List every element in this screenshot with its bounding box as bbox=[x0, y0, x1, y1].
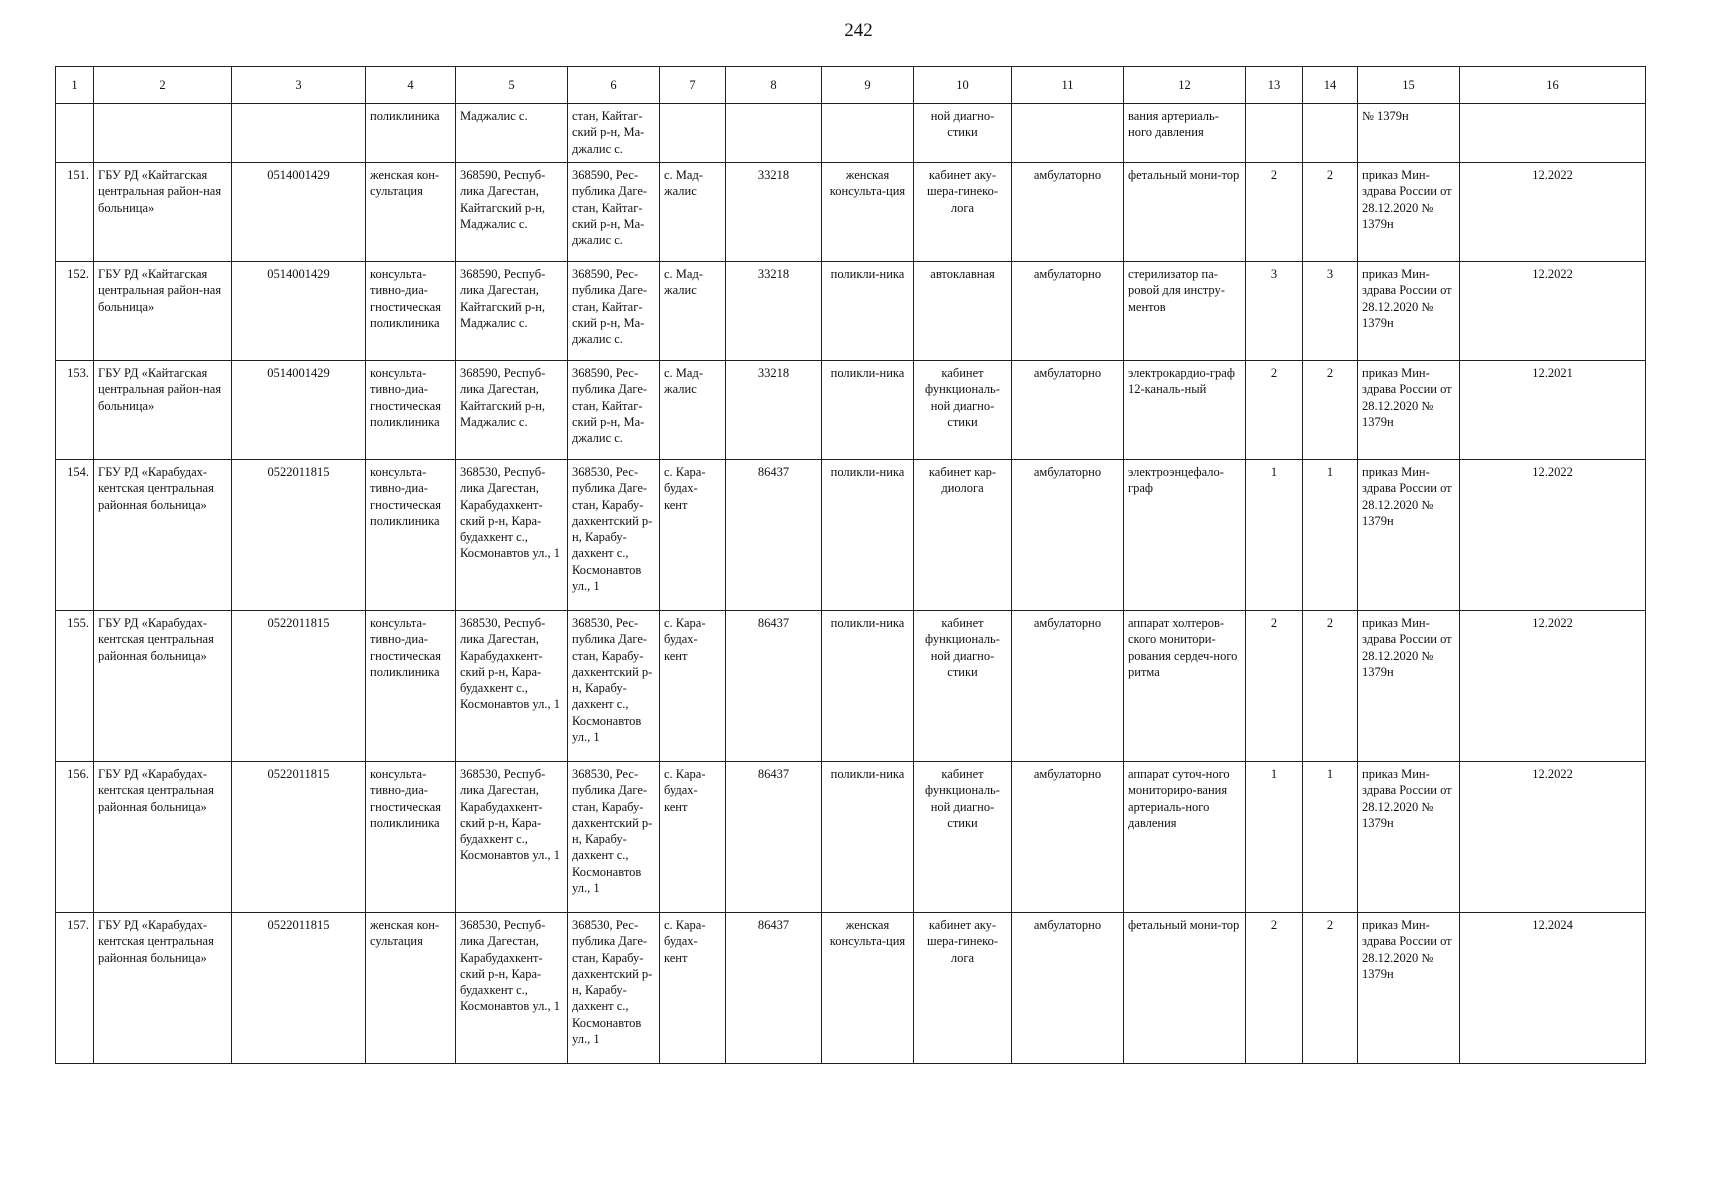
header-row bbox=[56, 67, 1646, 104]
locality-cell bbox=[660, 104, 726, 163]
basis-cell: приказ Мин-здрава России от 28.12.2020 № 1379н bbox=[1358, 913, 1460, 1064]
inn-cell: 0522011815 bbox=[232, 460, 366, 611]
legal-address-cell: Маджалис с. bbox=[456, 104, 568, 163]
equipment-table bbox=[55, 66, 1646, 1064]
quantity-cell: 1 bbox=[1246, 460, 1303, 611]
facility-type-cell: женская кон-сультация bbox=[366, 913, 456, 1064]
inn-cell: 0522011815 bbox=[232, 611, 366, 762]
division-cell: поликли-ника bbox=[822, 460, 914, 611]
legal-address-cell: 368530, Респуб-лика Дагестан, Карабудахкент-ский р-н, Кара-будахкент с., Космонавтов ул., 1 bbox=[456, 913, 568, 1064]
equipment-cell: электроэнцефало-граф bbox=[1124, 460, 1246, 611]
row-number: 157. bbox=[56, 913, 94, 1064]
equipment-cell: вания артериаль-ного давления bbox=[1124, 104, 1246, 163]
col-header: 6 bbox=[568, 67, 660, 104]
oktmo-cell: 86437 bbox=[726, 762, 822, 913]
inn-cell: 0522011815 bbox=[232, 913, 366, 1064]
quantity-cell: 2 bbox=[1303, 361, 1358, 460]
care-form-cell: амбулаторно bbox=[1012, 611, 1124, 762]
col-header: 3 bbox=[232, 67, 366, 104]
table-row bbox=[56, 460, 1646, 611]
facility-type-cell: поликлиника bbox=[366, 104, 456, 163]
locality-cell: с. Кара-будах-кент bbox=[660, 460, 726, 611]
basis-cell: приказ Мин-здрава России от 28.12.2020 № 1379н bbox=[1358, 163, 1460, 262]
cabinet-cell: кабинет функциональ-ной диагно-стики bbox=[914, 361, 1012, 460]
actual-address-cell: 368530, Рес-публика Даге-стан, Карабу-дахкентский р-н, Карабу-дахкент с., Космонавтов ул., 1 bbox=[568, 762, 660, 913]
basis-cell: приказ Мин-здрава России от 28.12.2020 № 1379н bbox=[1358, 262, 1460, 361]
locality-cell: с. Мад-жалис bbox=[660, 163, 726, 262]
row-number: 156. bbox=[56, 762, 94, 913]
equipment-cell: аппарат холтеров-ского монитори-рования сердеч-ного ритма bbox=[1124, 611, 1246, 762]
quantity-cell: 2 bbox=[1303, 913, 1358, 1064]
date-cell: 12.2022 bbox=[1460, 262, 1646, 361]
oktmo-cell: 86437 bbox=[726, 913, 822, 1064]
division-cell: поликли-ника bbox=[822, 762, 914, 913]
date-cell: 12.2022 bbox=[1460, 163, 1646, 262]
col-header: 13 bbox=[1246, 67, 1303, 104]
actual-address-cell: 368530, Рес-публика Даге-стан, Карабу-дахкентский р-н, Карабу-дахкент с., Космонавтов ул., 1 bbox=[568, 611, 660, 762]
table-row bbox=[56, 611, 1646, 762]
facility-type-cell: консульта-тивно-диа-гностическая поликлиника bbox=[366, 460, 456, 611]
inn-cell: 0514001429 bbox=[232, 361, 366, 460]
oktmo-cell bbox=[726, 104, 822, 163]
page-number: 242 bbox=[844, 20, 873, 41]
table-row bbox=[56, 163, 1646, 262]
equipment-cell: электрокардио-граф 12-каналь-ный bbox=[1124, 361, 1246, 460]
inn-cell: 0522011815 bbox=[232, 762, 366, 913]
quantity-cell: 1 bbox=[1303, 762, 1358, 913]
date-cell: 12.2022 bbox=[1460, 611, 1646, 762]
division-cell: женская консульта-ция bbox=[822, 913, 914, 1064]
organization-cell: ГБУ РД «Карабудах-кентская центральная районная больница» bbox=[94, 762, 232, 913]
table-row bbox=[56, 762, 1646, 913]
actual-address-cell: 368590, Рес-публика Даге-стан, Кайтаг-ский р-н, Ма-джалис с. bbox=[568, 361, 660, 460]
actual-address-cell: стан, Кайтаг-ский р-н, Ма-джалис с. bbox=[568, 104, 660, 163]
division-cell: поликли-ника bbox=[822, 262, 914, 361]
actual-address-cell: 368530, Рес-публика Даге-стан, Карабу-дахкентский р-н, Карабу-дахкент с., Космонавтов ул., 1 bbox=[568, 913, 660, 1064]
organization-cell: ГБУ РД «Кайтагская центральная район-ная больница» bbox=[94, 361, 232, 460]
equipment-cell: фетальный мони-тор bbox=[1124, 913, 1246, 1064]
basis-cell: приказ Мин-здрава России от 28.12.2020 № 1379н bbox=[1358, 361, 1460, 460]
organization-cell: ГБУ РД «Кайтагская центральная район-ная больница» bbox=[94, 163, 232, 262]
col-header: 9 bbox=[822, 67, 914, 104]
col-header: 16 bbox=[1460, 67, 1646, 104]
locality-cell: с. Кара-будах-кент bbox=[660, 913, 726, 1064]
locality-cell: с. Кара-будах-кент bbox=[660, 611, 726, 762]
table-row bbox=[56, 361, 1646, 460]
col-header: 4 bbox=[366, 67, 456, 104]
actual-address-cell: 368590, Рес-публика Даге-стан, Кайтаг-ский р-н, Ма-джалис с. bbox=[568, 163, 660, 262]
quantity-cell: 1 bbox=[1303, 460, 1358, 611]
care-form-cell: амбулаторно bbox=[1012, 460, 1124, 611]
table-row bbox=[56, 262, 1646, 361]
division-cell: поликли-ника bbox=[822, 361, 914, 460]
col-header: 11 bbox=[1012, 67, 1124, 104]
col-header: 12 bbox=[1124, 67, 1246, 104]
oktmo-cell: 86437 bbox=[726, 460, 822, 611]
cabinet-cell: автоклавная bbox=[914, 262, 1012, 361]
locality-cell: с. Мад-жалис bbox=[660, 361, 726, 460]
col-header: 7 bbox=[660, 67, 726, 104]
organization-cell bbox=[94, 104, 232, 163]
facility-type-cell: консульта-тивно-диа-гностическая поликлиника bbox=[366, 361, 456, 460]
quantity-cell: 3 bbox=[1303, 262, 1358, 361]
quantity-cell: 2 bbox=[1246, 361, 1303, 460]
oktmo-cell: 33218 bbox=[726, 262, 822, 361]
organization-cell: ГБУ РД «Кайтагская центральная район-ная больница» bbox=[94, 262, 232, 361]
cabinet-cell: кабинет функциональ-ной диагно-стики bbox=[914, 611, 1012, 762]
col-header: 10 bbox=[914, 67, 1012, 104]
care-form-cell bbox=[1012, 104, 1124, 163]
locality-cell: с. Кара-будах-кент bbox=[660, 762, 726, 913]
organization-cell: ГБУ РД «Карабудах-кентская центральная районная больница» bbox=[94, 460, 232, 611]
cabinet-cell: кабинет кар-диолога bbox=[914, 460, 1012, 611]
date-cell: 12.2024 bbox=[1460, 913, 1646, 1064]
col-header: 14 bbox=[1303, 67, 1358, 104]
legal-address-cell: 368590, Респуб-лика Дагестан, Кайтагский р-н, Маджалис с. bbox=[456, 163, 568, 262]
basis-cell: приказ Мин-здрава России от 28.12.2020 № 1379н bbox=[1358, 460, 1460, 611]
oktmo-cell: 33218 bbox=[726, 163, 822, 262]
col-header: 8 bbox=[726, 67, 822, 104]
quantity-cell: 1 bbox=[1246, 762, 1303, 913]
care-form-cell: амбулаторно bbox=[1012, 762, 1124, 913]
quantity-cell: 2 bbox=[1303, 163, 1358, 262]
legal-address-cell: 368530, Респуб-лика Дагестан, Карабудахкент-ский р-н, Кара-будахкент с., Космонавтов ул., 1 bbox=[456, 460, 568, 611]
date-cell: 12.2022 bbox=[1460, 460, 1646, 611]
locality-cell: с. Мад-жалис bbox=[660, 262, 726, 361]
cabinet-cell: кабинет аку-шера-гинеко-лога bbox=[914, 163, 1012, 262]
row-number: 152. bbox=[56, 262, 94, 361]
col-header: 1 bbox=[56, 67, 94, 104]
basis-cell: № 1379н bbox=[1358, 104, 1460, 163]
basis-cell: приказ Мин-здрава России от 28.12.2020 № 1379н bbox=[1358, 611, 1460, 762]
legal-address-cell: 368530, Респуб-лика Дагестан, Карабудахкент-ский р-н, Кара-будахкент с., Космонавтов ул., 1 bbox=[456, 762, 568, 913]
inn-cell: 0514001429 bbox=[232, 163, 366, 262]
cabinet-cell: кабинет функциональ-ной диагно-стики bbox=[914, 762, 1012, 913]
facility-type-cell: консульта-тивно-диа-гностическая поликлиника bbox=[366, 262, 456, 361]
row-number: 151. bbox=[56, 163, 94, 262]
row-number: 155. bbox=[56, 611, 94, 762]
organization-cell: ГБУ РД «Карабудах-кентская центральная районная больница» bbox=[94, 611, 232, 762]
legal-address-cell: 368590, Респуб-лика Дагестан, Кайтагский р-н, Маджалис с. bbox=[456, 262, 568, 361]
quantity-cell: 3 bbox=[1246, 262, 1303, 361]
date-cell bbox=[1460, 104, 1646, 163]
cabinet-cell: ной диагно-стики bbox=[914, 104, 1012, 163]
table-row bbox=[56, 913, 1646, 1064]
equipment-cell: фетальный мони-тор bbox=[1124, 163, 1246, 262]
legal-address-cell: 368530, Респуб-лика Дагестан, Карабудахкент-ский р-н, Кара-будахкент с., Космонавтов ул., 1 bbox=[456, 611, 568, 762]
equipment-cell: стерилизатор па-ровой для инстру-ментов bbox=[1124, 262, 1246, 361]
date-cell: 12.2022 bbox=[1460, 762, 1646, 913]
quantity-cell: 2 bbox=[1303, 611, 1358, 762]
facility-type-cell: консульта-тивно-диа-гностическая поликлиника bbox=[366, 762, 456, 913]
care-form-cell: амбулаторно bbox=[1012, 913, 1124, 1064]
division-cell: женская консульта-ция bbox=[822, 163, 914, 262]
facility-type-cell: консульта-тивно-диа-гностическая поликлиника bbox=[366, 611, 456, 762]
col-header: 15 bbox=[1358, 67, 1460, 104]
care-form-cell: амбулаторно bbox=[1012, 163, 1124, 262]
legal-address-cell: 368590, Респуб-лика Дагестан, Кайтагский р-н, Маджалис с. bbox=[456, 361, 568, 460]
col-header: 5 bbox=[456, 67, 568, 104]
division-cell: поликли-ника bbox=[822, 611, 914, 762]
quantity-cell bbox=[1246, 104, 1303, 163]
actual-address-cell: 368590, Рес-публика Даге-стан, Кайтаг-ский р-н, Ма-джалис с. bbox=[568, 262, 660, 361]
equipment-cell: аппарат суточ-ного мониториро-вания артериаль-ного давления bbox=[1124, 762, 1246, 913]
quantity-cell: 2 bbox=[1246, 163, 1303, 262]
date-cell: 12.2021 bbox=[1460, 361, 1646, 460]
row-number: 154. bbox=[56, 460, 94, 611]
division-cell bbox=[822, 104, 914, 163]
quantity-cell bbox=[1303, 104, 1358, 163]
oktmo-cell: 86437 bbox=[726, 611, 822, 762]
basis-cell: приказ Мин-здрава России от 28.12.2020 № 1379н bbox=[1358, 762, 1460, 913]
care-form-cell: амбулаторно bbox=[1012, 262, 1124, 361]
care-form-cell: амбулаторно bbox=[1012, 361, 1124, 460]
quantity-cell: 2 bbox=[1246, 611, 1303, 762]
col-header: 2 bbox=[94, 67, 232, 104]
organization-cell: ГБУ РД «Карабудах-кентская центральная районная больница» bbox=[94, 913, 232, 1064]
cabinet-cell: кабинет аку-шера-гинеко-лога bbox=[914, 913, 1012, 1064]
row-number: 153. bbox=[56, 361, 94, 460]
oktmo-cell: 33218 bbox=[726, 361, 822, 460]
quantity-cell: 2 bbox=[1246, 913, 1303, 1064]
row-number bbox=[56, 104, 94, 163]
actual-address-cell: 368530, Рес-публика Даге-стан, Карабу-дахкентский р-н, Карабу-дахкент с., Космонавтов ул., 1 bbox=[568, 460, 660, 611]
table-row bbox=[56, 104, 1646, 163]
inn-cell bbox=[232, 104, 366, 163]
inn-cell: 0514001429 bbox=[232, 262, 366, 361]
facility-type-cell: женская кон-сультация bbox=[366, 163, 456, 262]
